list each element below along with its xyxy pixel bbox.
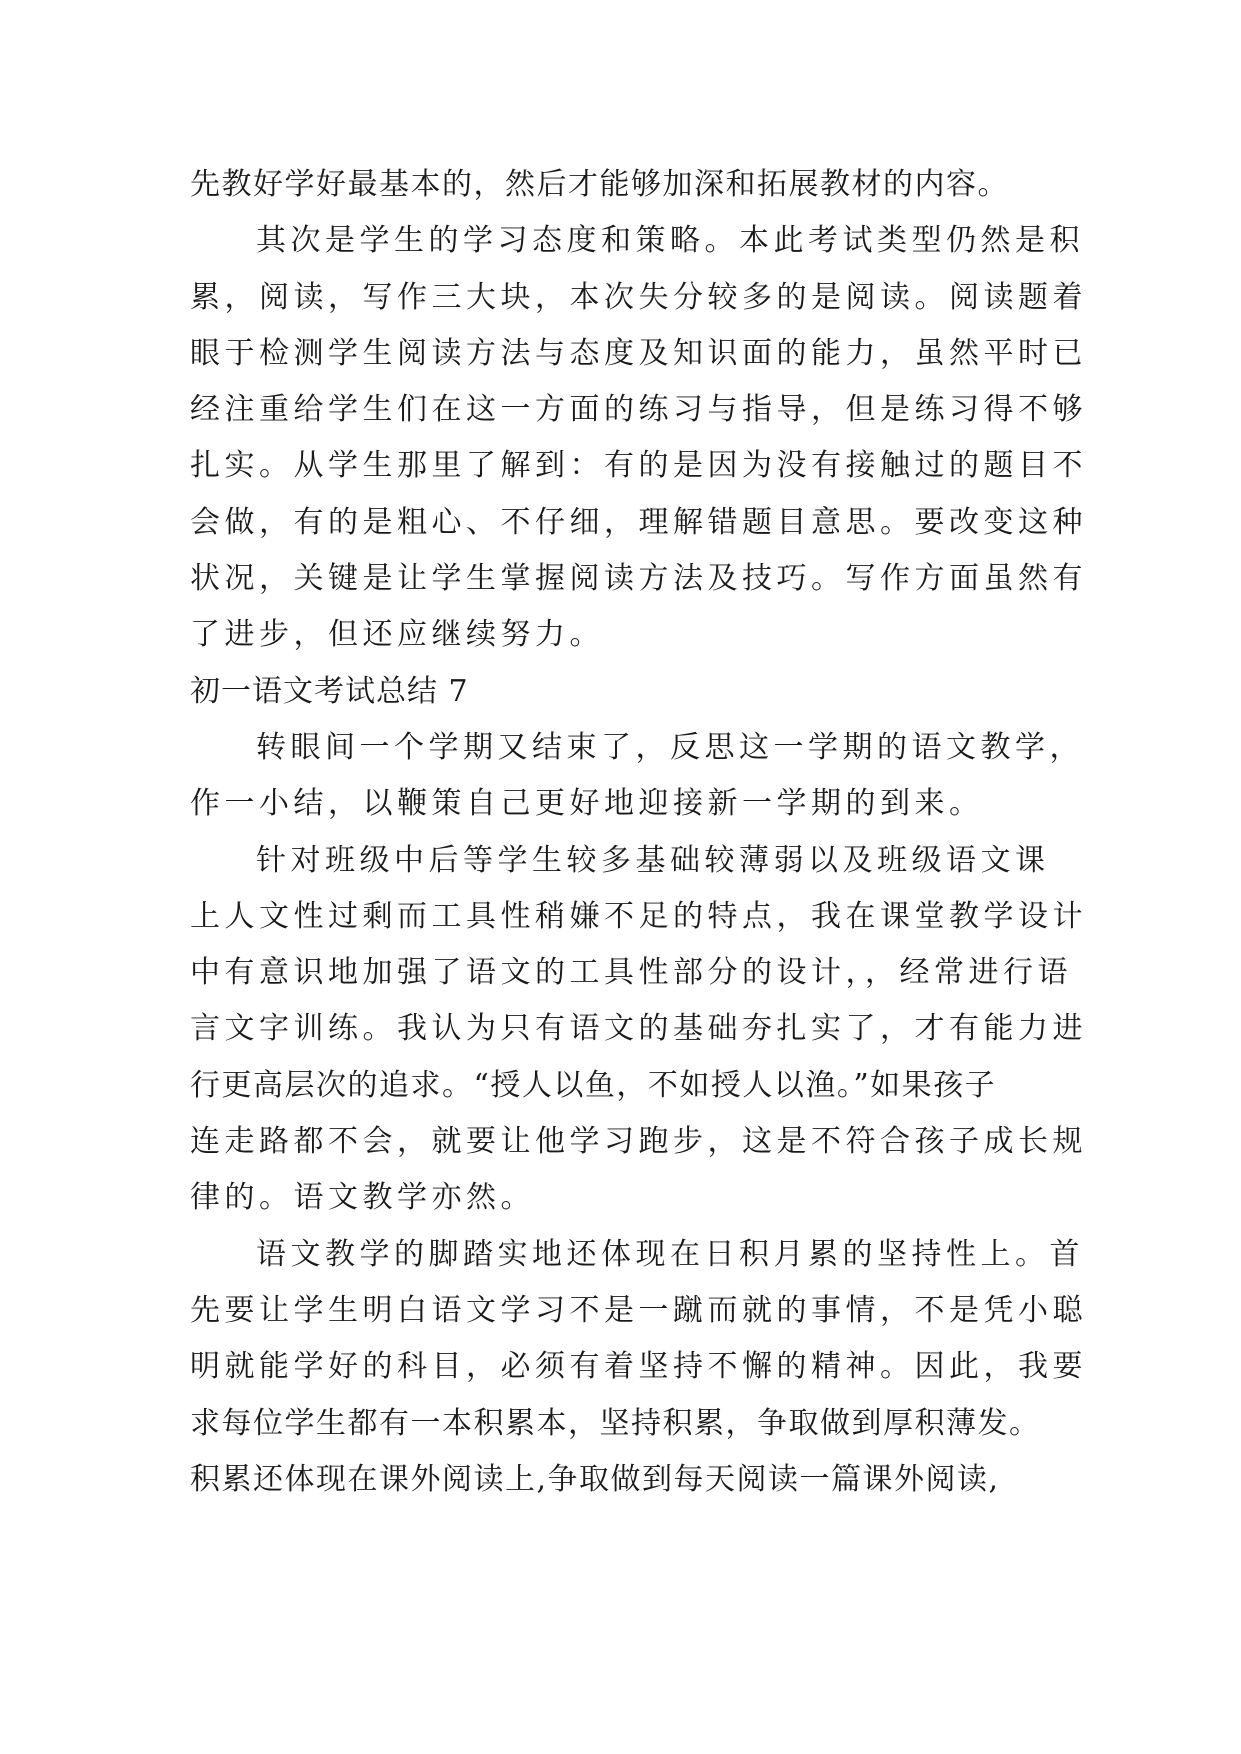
section-heading xyxy=(190,664,1054,720)
text-line: 先要让学生明白语文学习不是一蹴而就的事情，不是凭小聪 xyxy=(190,1292,1087,1328)
heading-text: 初一语文考试总结 7 xyxy=(190,673,469,709)
text-line: 状况，关键是让学生掌握阅读方法及技巧。写作方面虽然有 xyxy=(190,561,1087,597)
text-line: 连走路都不会，就要让他学习跑步，这是不符合孩子成长规 xyxy=(190,1124,1087,1160)
paragraph-class-characteristics xyxy=(190,833,1087,1227)
text-line: 语文教学的脚踏实地还体现在日积月累的坚持性上。首 xyxy=(256,1236,1084,1272)
paragraph-continuation xyxy=(190,157,1054,213)
text-line: 针对班级中后等学生较多基础较薄弱以及班级语文课 xyxy=(256,842,1050,878)
text-line: 中有意识地加强了语文的工具性部分的设计，，经常进行语 xyxy=(190,955,1072,991)
text-line: 先教好学好最基本的，然后才能够加深和拓展教材的内容。 xyxy=(190,167,1009,202)
text-line: 会做，有的是粗心、不仔细，理解错题目意思。要改变这种 xyxy=(190,504,1087,540)
text-line: 律的。语文教学亦然。 xyxy=(190,1180,535,1216)
paragraph-accumulation xyxy=(190,1227,1087,1508)
text-line: 求每位学生都有一本积累本，坚持积累，争取做到厚积薄发。 xyxy=(190,1405,1041,1441)
document-body xyxy=(190,157,1087,1508)
text-line: 作一小结，以鞭策自己更好地迎接新一学期的到来。 xyxy=(190,786,984,822)
text-line: 上人文性过剩而工具性稍嫌不足的特点，我在课堂教学设计 xyxy=(190,898,1087,934)
text-line: 累，阅读，写作三大块，本次失分较多的是阅读。阅读题着 xyxy=(190,279,1087,315)
text-line: 经注重给学生们在这一方面的练习与指导，但是练习得不够 xyxy=(190,392,1087,428)
text-line: 积累还体现在课外阅读上,争取做到每天阅读一篇课外阅读, xyxy=(190,1461,1000,1497)
text-line: 眼于检测学生阅读方法与态度及知识面的能力，虽然平时已 xyxy=(190,335,1087,371)
text-line: 行更高层次的追求。“授人以鱼，不如授人以渔。”如果孩子 xyxy=(190,1067,997,1103)
text-line: 转眼间一个学期又结束了，反思这一学期的语文教学， xyxy=(256,729,1084,765)
paragraph-intro xyxy=(190,720,1084,833)
text-line: 了进步，但还应继续努力。 xyxy=(190,617,604,653)
paragraph-study-attitude xyxy=(190,213,1087,663)
text-line: 扎实。从学生那里了解到：有的是因为没有接触过的题目不 xyxy=(190,448,1087,484)
text-line: 其次是学生的学习态度和策略。本此考试类型仍然是积 xyxy=(256,223,1084,259)
text-line: 明就能学好的科目，必须有着坚持不懈的精神。因此，我要 xyxy=(190,1349,1087,1385)
text-line: 言文字训练。我认为只有语文的基础夯扎实了，才有能力进 xyxy=(190,1011,1087,1047)
